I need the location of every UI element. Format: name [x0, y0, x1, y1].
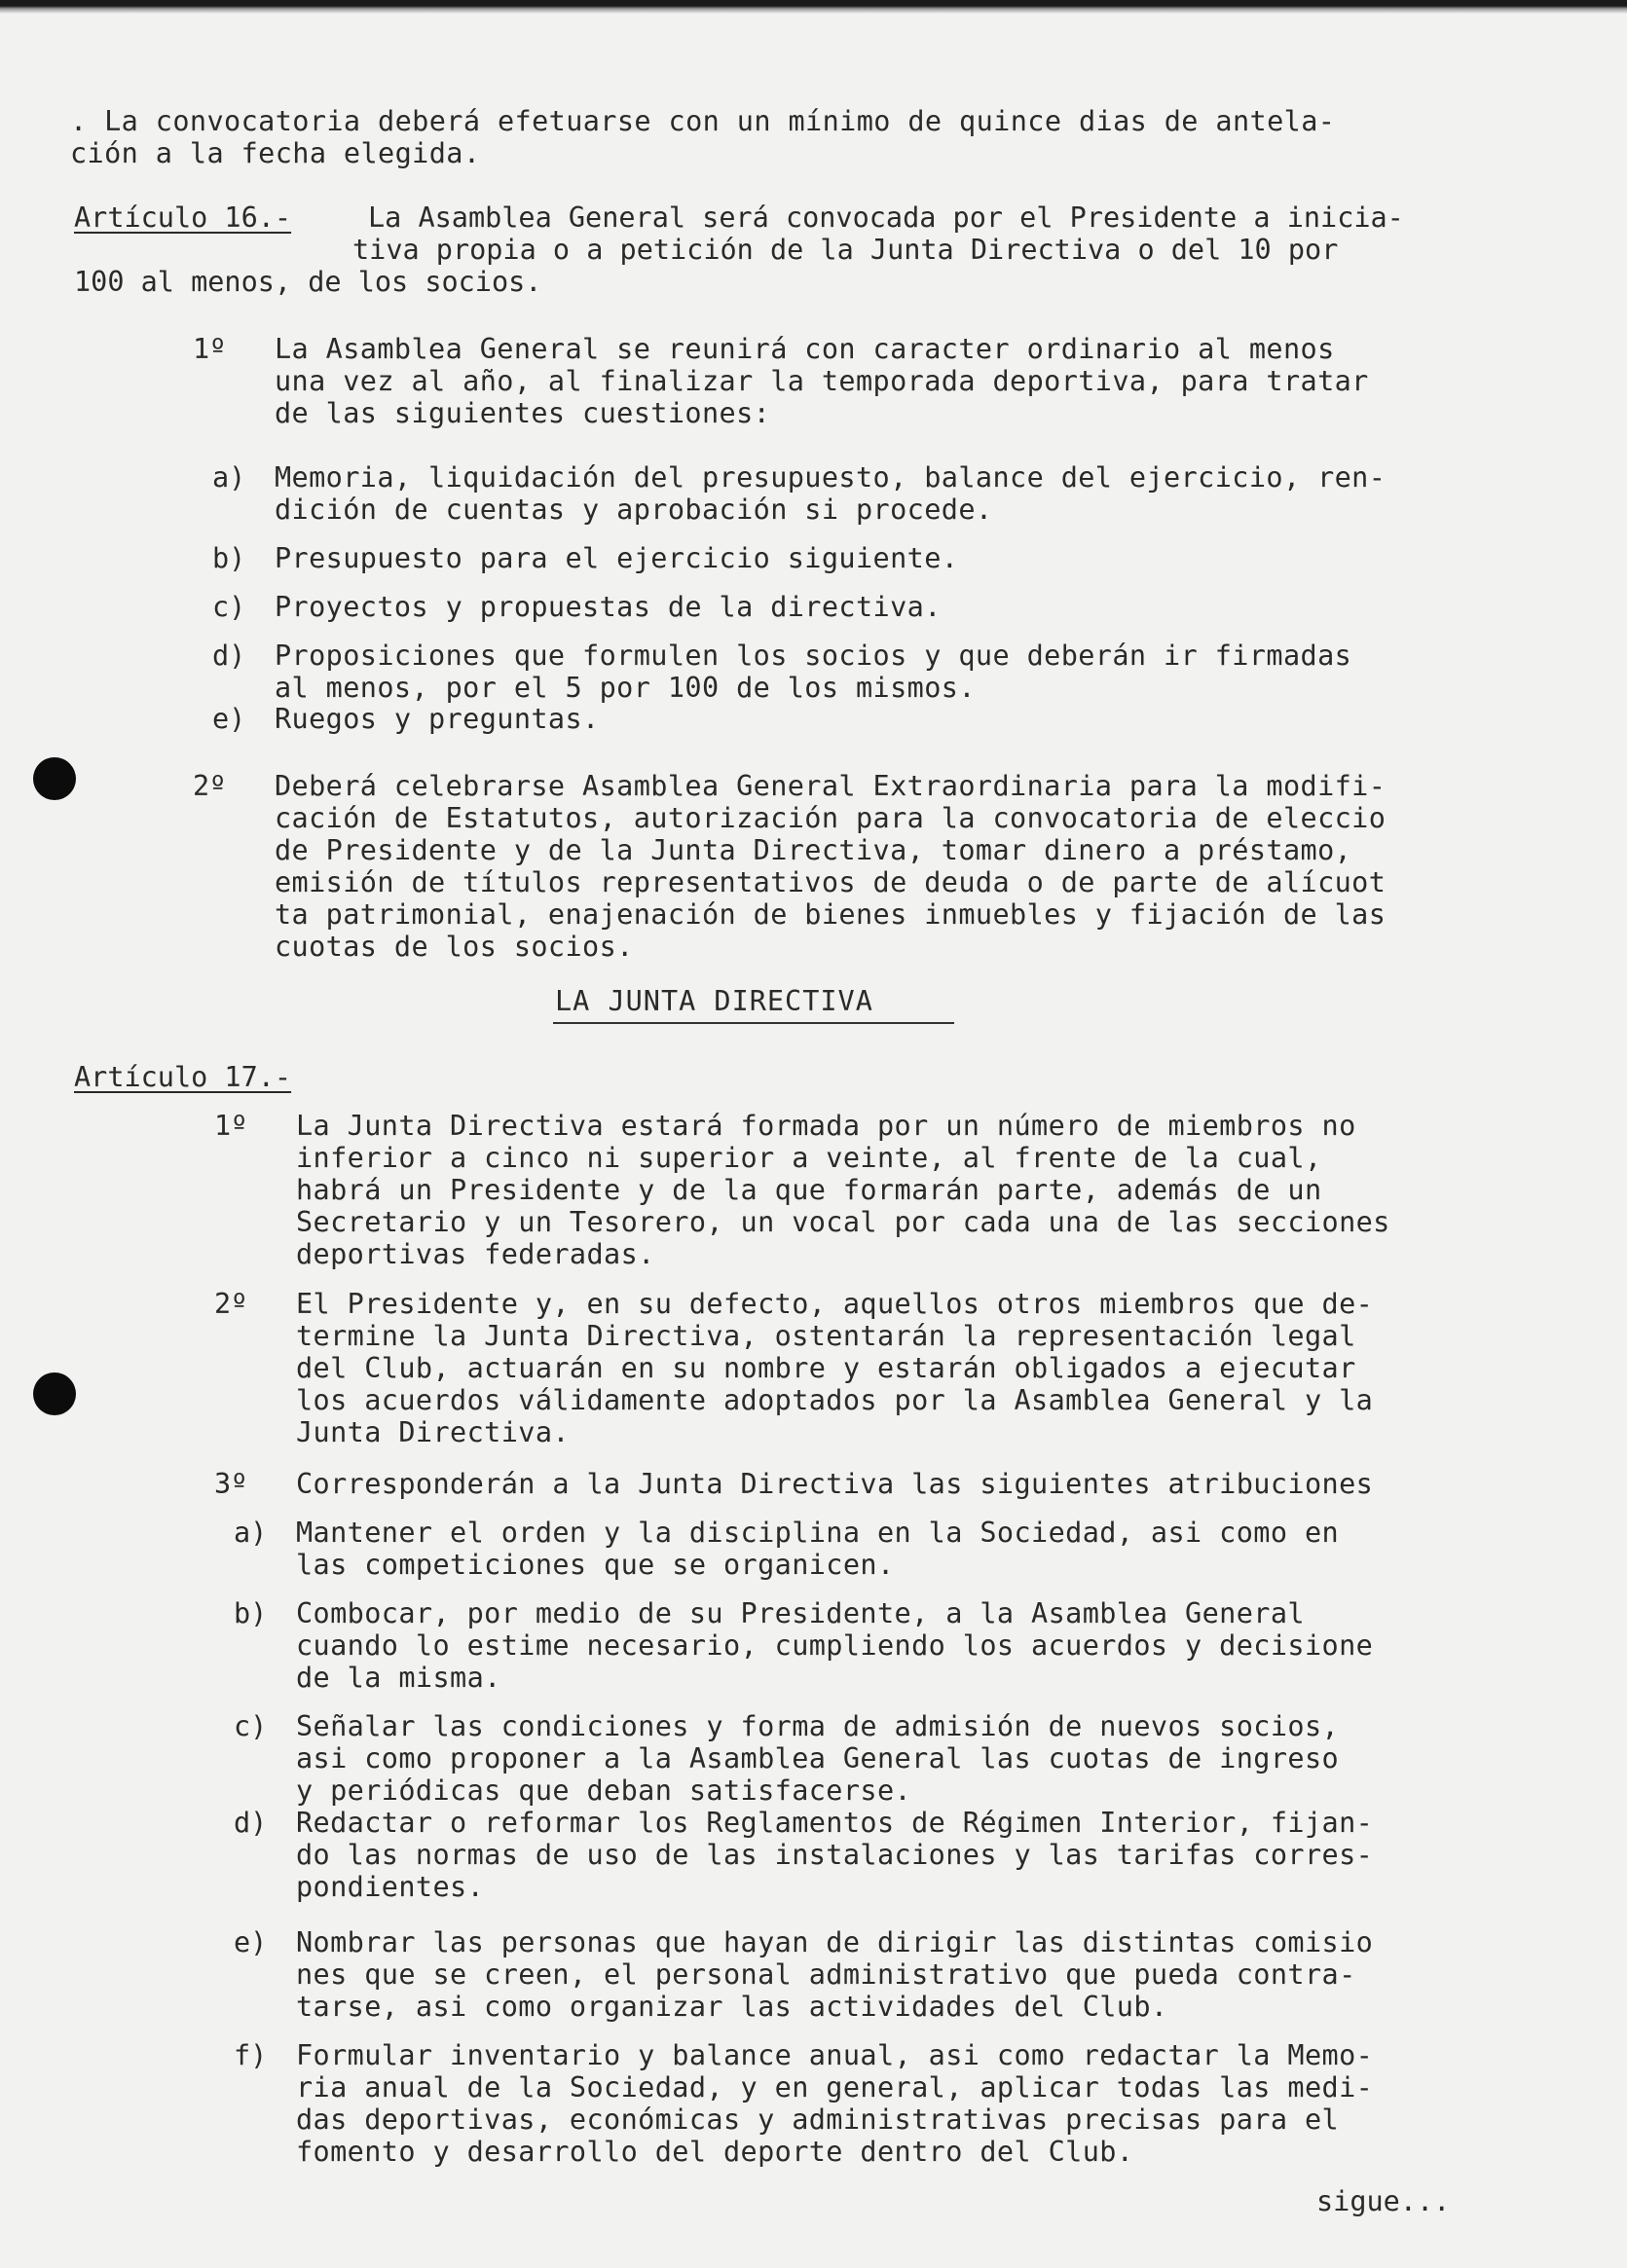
- text-line: . La convocatoria deberá efetuarse con un mínimo de quince dias de antela-: [70, 105, 1336, 137]
- article-16-label: Artículo 16.-: [74, 201, 292, 234]
- text-line: ción a la fecha elegida.: [70, 137, 481, 169]
- text-line: ta patrimonial, enajenación de bienes inmuebles y fijación de las: [275, 898, 1387, 931]
- text-line: Redactar o reformar los Reglamentos de Régimen Interior, fijan-: [296, 1807, 1374, 1839]
- text-line: de las siguientes cuestiones:: [275, 397, 771, 429]
- item-marker: f): [234, 2039, 268, 2071]
- text-line: Deberá celebrarse Asamblea General Extraordinaria para la modifi-: [275, 770, 1387, 802]
- text-line: Combocar, por medio de su Presidente, a la Asamblea General: [296, 1597, 1305, 1629]
- text-line: Presupuesto para el ejercicio siguiente.: [275, 542, 959, 574]
- text-line: los acuerdos válidamente adoptados por la Asamblea General y la: [296, 1384, 1374, 1416]
- item-text: [296, 1517, 1339, 1581]
- text-line: termine la Junta Directiva, ostentarán la representación legal: [296, 1320, 1356, 1352]
- item-marker: 2º: [214, 1288, 248, 1320]
- text-line: asi como proponer a la Asamblea General las cuotas de ingreso: [296, 1742, 1340, 1774]
- item-marker: d): [234, 1807, 268, 1839]
- text-line: Ruegos y preguntas.: [275, 703, 600, 735]
- item-text: [296, 2039, 1373, 2168]
- text-line: pondientes.: [296, 1871, 485, 1903]
- text-line: tarse, asi como organizar las actividades del Club.: [296, 1991, 1168, 2023]
- item-text: [275, 591, 942, 623]
- text-line: Mantener el orden y la disciplina en la Sociedad, asi como en: [296, 1517, 1340, 1549]
- item-marker: e): [234, 1926, 268, 1958]
- article-16-line: tiva propia o a petición de la Junta Directiva o del 10 por: [352, 234, 1339, 266]
- article-17-label: Artículo 17.-: [74, 1061, 292, 1093]
- text-line: Junta Directiva.: [296, 1416, 570, 1448]
- section-heading: LA JUNTA DIRECTIVA: [555, 985, 873, 1017]
- item-text: [275, 640, 1351, 704]
- text-line: Señalar las condiciones y forma de admisión de nuevos socios,: [296, 1710, 1340, 1742]
- heading-underline: [553, 1022, 954, 1024]
- article-16-line: La Asamblea General será convocada por el Presidente a inicia-: [368, 201, 1404, 234]
- text-line: emisión de títulos representativos de deuda o de parte de alícuot: [275, 866, 1387, 898]
- text-line: Corresponderán a la Junta Directiva las siguientes atribuciones: [296, 1468, 1374, 1500]
- item-marker: 1º: [193, 333, 227, 365]
- text-line: Proposiciones que formulen los socios y que deberán ir firmadas: [275, 640, 1352, 672]
- item-text: [275, 542, 958, 574]
- top-paragraph: [70, 105, 1335, 169]
- text-line: deportivas federadas.: [296, 1238, 655, 1270]
- text-line: cuando lo estime necesario, cumpliendo los acuerdos y decisione: [296, 1629, 1374, 1662]
- item-marker: c): [212, 591, 246, 623]
- text-line: del Club, actuarán en su nombre y estarán obligados a ejecutar: [296, 1352, 1356, 1384]
- item-text: [275, 770, 1386, 963]
- item-marker: e): [212, 703, 246, 735]
- text-line: de la misma.: [296, 1662, 501, 1694]
- item-marker: c): [234, 1710, 268, 1742]
- text-line: Secretario y un Tesorero, un vocal por cada una de las secciones: [296, 1206, 1390, 1238]
- text-line: al menos, por el 5 por 100 de los mismos.: [275, 672, 976, 704]
- item-marker: b): [234, 1597, 268, 1629]
- text-line: habrá un Presidente y de la que formarán parte, además de un: [296, 1174, 1322, 1206]
- text-line: inferior a cinco ni superior a veinte, al frente de la cual,: [296, 1142, 1322, 1174]
- text-line: y periódicas que deban satisfacerse.: [296, 1774, 912, 1807]
- item-text: [296, 1110, 1390, 1270]
- item-text: [296, 1926, 1373, 2023]
- text-line: cuotas de los socios.: [275, 931, 634, 963]
- text-line: das deportivas, económicas y administrativas precisas para el: [296, 2103, 1340, 2136]
- text-line: las competiciones que se organicen.: [296, 1549, 895, 1581]
- item-text: [296, 1468, 1373, 1500]
- item-marker: a): [234, 1517, 268, 1549]
- text-line: fomento y desarrollo del deporte dentro del Club.: [296, 2136, 1134, 2168]
- text-line: Formular inventario y balance anual, asi como redactar la Memo-: [296, 2039, 1374, 2071]
- continues-marker: sigue...: [1316, 2185, 1451, 2217]
- item-marker: b): [212, 542, 246, 574]
- item-marker: 3º: [214, 1468, 248, 1500]
- item-text: [275, 703, 600, 735]
- article-16-line: 100 al menos, de los socios.: [74, 266, 542, 298]
- item-text: [275, 333, 1369, 429]
- text-line: Memoria, liquidación del presupuesto, balance del ejercicio, ren-: [275, 461, 1387, 494]
- text-line: ria anual de la Sociedad, y en general, aplicar todas las medi-: [296, 2071, 1374, 2103]
- item-marker: 1º: [214, 1110, 248, 1142]
- item-marker: a): [212, 461, 246, 494]
- text-line: Proyectos y propuestas de la directiva.: [275, 591, 942, 623]
- text-line: El Presidente y, en su defecto, aquellos otros miembros que de-: [296, 1288, 1374, 1320]
- text-line: Nombrar las personas que hayan de dirigir las distintas comisio: [296, 1926, 1374, 1958]
- text-line: de Presidente y de la Junta Directiva, tomar dinero a préstamo,: [275, 834, 1352, 866]
- item-text: [275, 461, 1386, 526]
- text-line: nes que se creen, el personal administrativo que pueda contra-: [296, 1958, 1356, 1991]
- item-marker: 2º: [193, 770, 227, 802]
- item-marker: d): [212, 640, 246, 672]
- text-line: una vez al año, al finalizar la temporada deportiva, para tratar: [275, 365, 1369, 397]
- item-text: [296, 1288, 1373, 1448]
- text-line: La Asamblea General se reunirá con caracter ordinario al menos: [275, 333, 1335, 365]
- item-text: [296, 1807, 1373, 1903]
- text-line: do las normas de uso de las instalaciones y las tarifas corres-: [296, 1839, 1374, 1871]
- text-line: cación de Estatutos, autorización para la convocatoria de eleccio: [275, 802, 1387, 834]
- text-line: dición de cuentas y aprobación si procede.: [275, 494, 993, 526]
- item-text: [296, 1710, 1339, 1807]
- text-line: La Junta Directiva estará formada por un número de miembros no: [296, 1110, 1356, 1142]
- item-text: [296, 1597, 1373, 1694]
